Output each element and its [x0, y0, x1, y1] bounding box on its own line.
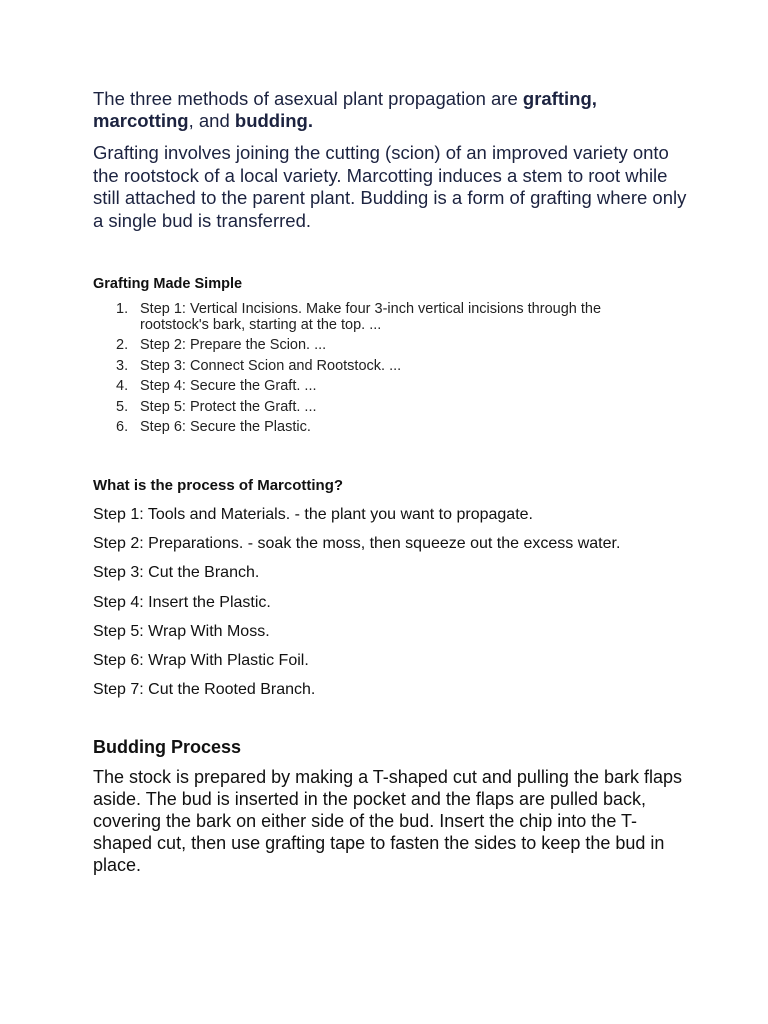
step-text: Step 6: Secure the Plastic.: [140, 418, 311, 435]
marcotting-heading: What is the process of Marcotting?: [93, 477, 344, 494]
intro-conjunction: , and: [188, 110, 235, 131]
intro-bold-methods: grafting, marcotting: [93, 88, 597, 131]
marcotting-step: Step 1: Tools and Materials. - the plant you want to propagate.: [93, 506, 533, 523]
step-text: Step 1: Vertical Incisions. Make four 3-inch vertical incisions through the rootstock's bark, starting at the top. ...: [140, 301, 602, 333]
marcotting-steps: [93, 505, 713, 709]
step-text: Step 4: Secure the Graft. ...: [140, 378, 317, 395]
step-text: Step 2: Prepare the Scion. ...: [140, 337, 327, 354]
methods-description: Grafting involves joining the cutting (scion) of an improved variety onto the rootstock of a local variety. Marcotting induces a stem to root while still attached to the parent plant. Budding is a form of grafting where only a single bud is transferred.: [93, 142, 687, 231]
marcotting-step: Step 6: Wrap With Plastic Foil.: [93, 651, 309, 669]
grafting-step: [93, 337, 653, 353]
budding-heading: Budding Process: [93, 737, 242, 757]
step-text: Step 5: Protect the Graft. ...: [140, 398, 317, 415]
budding-paragraph: The stock is prepared by making a T-shaped cut and pulling the bark flaps aside. The bud is inserted in the pocket and the flaps are pulled back, covering the bark on either side of the bud. Insert the chip into the T-shaped cut, then use grafting tape to fasten the sides to keep the bud in place.: [93, 767, 683, 875]
step-number: 3.: [116, 357, 129, 374]
marcotting-step: Step 7: Cut the Rooted Branch.: [93, 681, 316, 699]
intro-paragraph: [93, 88, 693, 132]
step-number: 2.: [116, 337, 129, 354]
marcotting-step: Step 5: Wrap With Moss.: [93, 622, 270, 640]
grafting-step: [93, 378, 653, 394]
step-number: 6.: [116, 418, 129, 435]
grafting-step: [93, 399, 653, 415]
step-number: 5.: [116, 398, 129, 415]
step-number: 1.: [116, 301, 129, 317]
grafting-step: [93, 419, 653, 435]
intro-text: The three methods of asexual plant propagation are: [93, 88, 523, 109]
grafting-step: [93, 358, 653, 374]
marcotting-step: Step 3: Cut the Branch.: [93, 564, 260, 582]
grafting-steps-list: [93, 301, 653, 439]
intro-bold-budding: budding.: [234, 110, 313, 131]
grafting-heading: Grafting Made Simple: [93, 276, 243, 292]
grafting-step: [93, 301, 653, 333]
marcotting-step: Step 2: Preparations. - soak the moss, then squeeze out the excess water.: [93, 535, 621, 553]
marcotting-step: Step 4: Insert the Plastic.: [93, 593, 271, 611]
step-number: 4.: [116, 378, 129, 395]
step-text: Step 3: Connect Scion and Rootstock. ...: [140, 357, 402, 374]
